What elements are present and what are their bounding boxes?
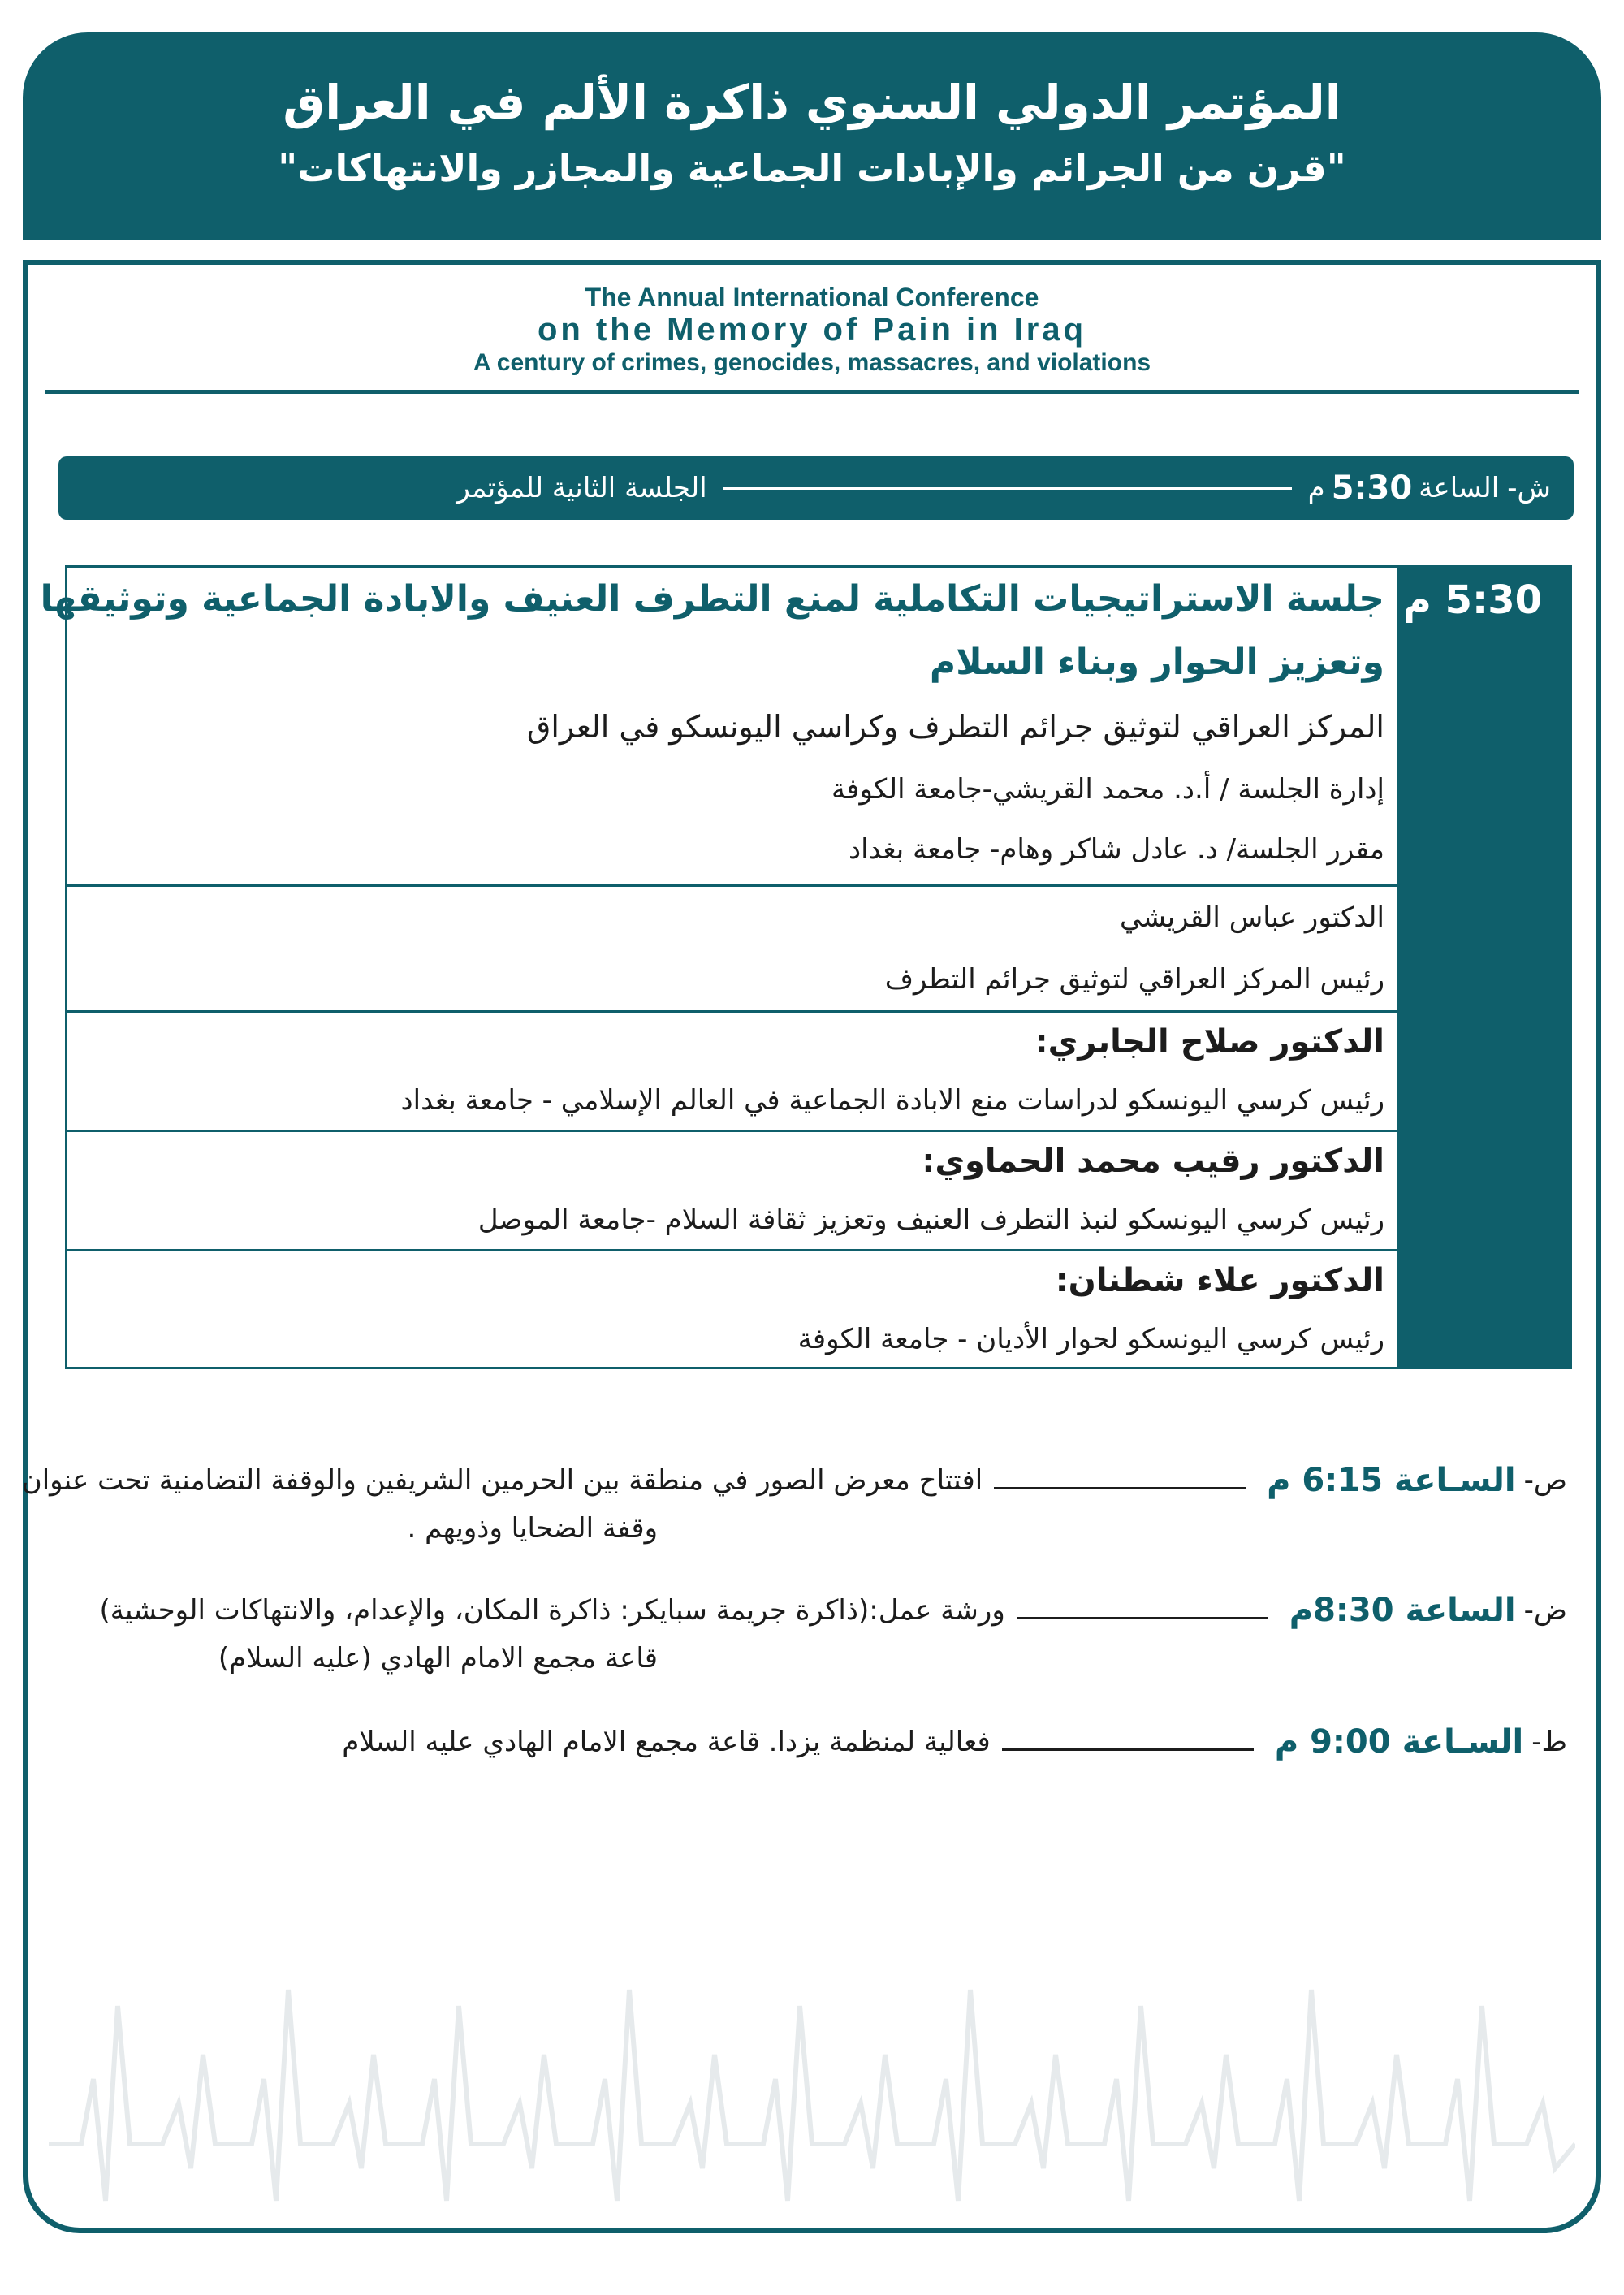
session-rapporteur: مقرر الجلسة/ د. عادل شاكر وهام- جامعة بغداد — [848, 833, 1384, 866]
schedule-time: 9:00 م — [1274, 1723, 1391, 1761]
speaker-role: رئيس كرسي اليونسكو لحوار الأديان - جامعة الكوفة — [797, 1323, 1384, 1355]
schedule-text: افتتاح معرض الصور في منطقة بين الحرمين الشريفين والوقفة التضامنية تحت عنوان — [21, 1464, 983, 1497]
session-table — [40, 565, 1572, 1369]
speaker-name: الدكتور رقيب محمد الحماوي: — [922, 1143, 1384, 1180]
schedule-letter: ض- — [1523, 1594, 1567, 1627]
conference-subtitle-en: A century of crimes, genocides, massacres, and violations — [473, 349, 1151, 376]
schedule-item — [57, 1723, 1567, 1761]
session-chair: إدارة الجلسة / أ.د. محمد القريشي-جامعة الكوفة — [831, 773, 1384, 806]
session-time: 5:30 — [1331, 469, 1413, 507]
conference-subtitle-ar: "قرن من الجرائم والإبادات الجماعية والمجازر والانتهاكات" — [278, 146, 1346, 190]
speaker-name: الدكتور عباس القريشي — [1119, 901, 1384, 934]
schedule-time: 8:30م — [1289, 1592, 1394, 1629]
session-organizer: المركز العراقي لتوثيق جرائم التطرف وكراسي اليونسكو في العراق — [526, 709, 1384, 745]
schedule-time: 6:15 م — [1267, 1462, 1383, 1499]
session-bar — [58, 456, 1574, 520]
table-row-speaker — [67, 1013, 1402, 1132]
schedule-dash — [1002, 1748, 1254, 1751]
speaker-name: الدكتور علاء شطنان: — [1055, 1262, 1384, 1299]
table-row-session — [40, 568, 1402, 887]
heartbeat-decoration-icon — [49, 1957, 1575, 2225]
speaker-role: رئيس كرسي اليونسكو لنبذ التطرف العنيف وتعزيز ثقافة السلام -جامعة الموصل — [477, 1204, 1384, 1236]
session-title: الجلسة الثانية للمؤتمر — [456, 472, 707, 504]
schedule-text: ورشة عمل:(ذاكرة جريمة سبايكر: ذاكرة المكان، والإعدام، والانتهاكات الوحشية) — [99, 1594, 1005, 1627]
table-row-speaker — [67, 1251, 1402, 1369]
schedule-dash — [1017, 1617, 1268, 1619]
speaker-role: رئيس المركز العراقي لتوثيق جرائم التطرف — [884, 963, 1384, 996]
table-time-column — [1397, 568, 1570, 1367]
speaker-role: رئيس كرسي اليونسكو لدراسات منع الابادة الجماعية في العالم الإسلامي - جامعة بغداد — [400, 1084, 1384, 1117]
schedule-time-label: السـاعة — [1393, 1462, 1516, 1499]
schedule-text: فعالية لمنظمة يزدا. قاعة مجمع الامام الهادي عليه السلام — [342, 1726, 991, 1758]
conference-title-en-line2: on the Memory of Pain in Iraq — [537, 312, 1087, 348]
schedule-time-label: الساعة — [1405, 1592, 1516, 1629]
table-time: 5:30 م — [1402, 577, 1542, 623]
conference-title-ar: المؤتمر الدولي السنوي ذاكرة الألم في العراق — [283, 75, 1341, 130]
schedule-letter: ط- — [1531, 1726, 1567, 1758]
table-row-speaker — [67, 887, 1402, 1013]
session-bar-line — [723, 487, 1292, 490]
title-divider — [45, 390, 1579, 394]
schedule-item — [57, 1592, 1567, 1688]
session-letter: ش- — [1507, 472, 1551, 504]
session-time-label: الساعة — [1419, 472, 1500, 504]
session-topic-line2: وتعزيز الحوار وبناء السلام — [929, 642, 1384, 683]
schedule-time-label: السـاعة — [1402, 1723, 1524, 1761]
schedule-text-cont: وقفة الضحايا وذويهم . — [407, 1512, 658, 1545]
table-row-speaker — [67, 1132, 1402, 1251]
speaker-name: الدكتور صلاح الجابري: — [1034, 1023, 1384, 1061]
schedule-dash — [994, 1487, 1246, 1489]
conference-title-en-line1: The Annual International Conference — [585, 283, 1039, 312]
schedule-letter: ص- — [1523, 1464, 1567, 1497]
schedule-text-cont: قاعة مجمع الامام الهادي (عليه السلام) — [218, 1642, 658, 1675]
schedule-item — [21, 1462, 1567, 1558]
header-band — [23, 32, 1601, 240]
session-topic-line1: جلسة الاستراتيجيات التكاملية لمنع التطرف العنيف والابادة الجماعية وتوثيقها — [40, 578, 1384, 620]
session-time-unit: م — [1307, 472, 1325, 504]
